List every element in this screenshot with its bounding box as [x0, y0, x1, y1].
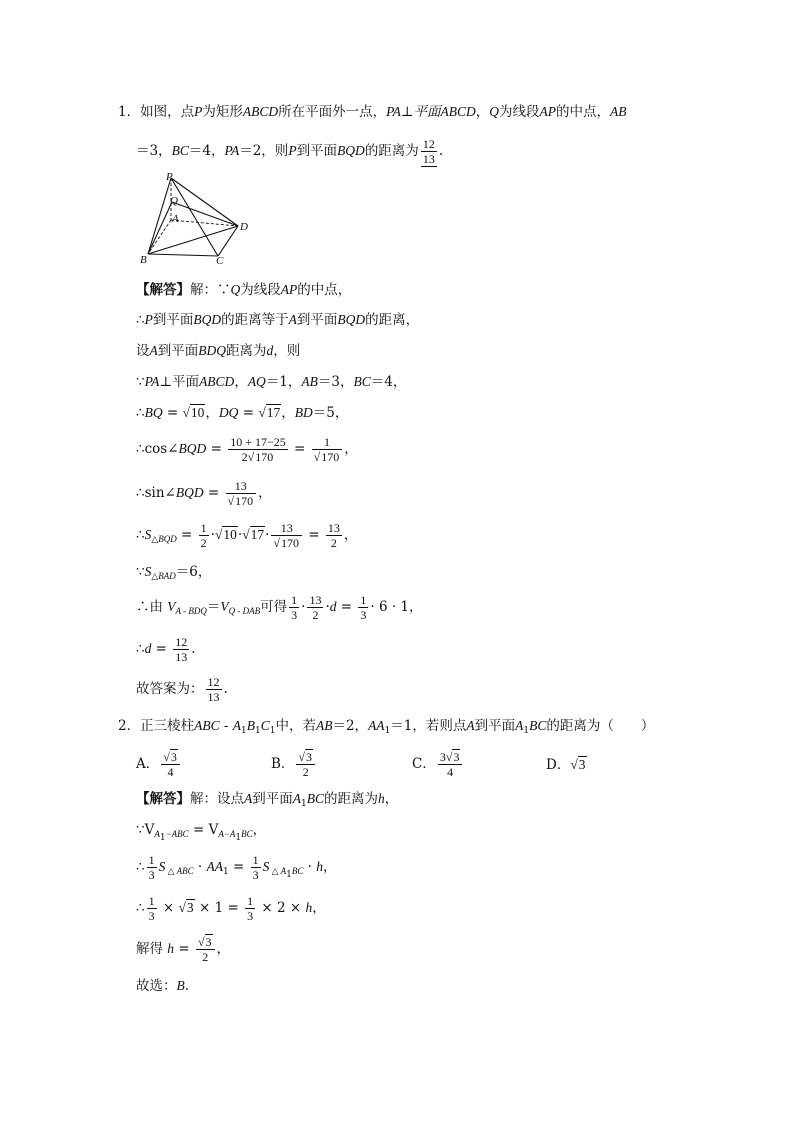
edge-QD	[172, 202, 238, 226]
sol1-line8: $\therefore S_{\triangle BQD}$ = $\frac{1}{2}$ ·√10·√17· $\frac{13}{√170}$ = $\frac{13}{2}$ ，	[136, 521, 358, 550]
q2-option-b[interactable]: B． $\frac{√3}{2}$	[271, 745, 317, 783]
label-C: C	[216, 255, 224, 264]
edge-AB	[148, 220, 171, 254]
label-P: P	[166, 172, 173, 183]
q1-answer-fraction: $\frac{12}{13}$	[422, 136, 435, 166]
q1-line1: 1．如图，点P为矩形ABCD所在平面外一点，PA⊥平面ABCD，Q为线段AP的中点，AB	[118, 104, 627, 120]
q2-option-a[interactable]: A． $\frac{√3}{4}$	[136, 745, 182, 783]
sol2-line6: 故选：B.	[136, 978, 190, 994]
sol1-line10: ∴由 $V_{A - BDQ}=V_{Q - DAB}$可得 $\frac{1}{3}$ · $\frac{13}{2}$ ·d = $\frac{1}{3}$ · 6 · 1，	[136, 593, 423, 622]
sol1-line1: 【解答】解：∵Q为线段AP的中点，	[136, 282, 352, 298]
edge-PD	[171, 178, 238, 226]
q2-line1: 2．正三棱柱ABC - $A_1B_1C_1$中，若AB＝2，$AA_1=1$，若则点A到平面$A_1BC$的距离为（ ）	[118, 718, 655, 736]
sol1-line12: 故答案为： $\frac{12}{13}$ .	[136, 675, 228, 704]
sol1-line9: $\because S_{\triangle BAD}=6$，	[136, 564, 212, 582]
sol1-line4: ∵PA⊥平面ABCD，AQ＝1，AB＝3，BC＝4，	[136, 374, 407, 390]
q2-option-d[interactable]: D．√3	[546, 757, 586, 773]
q1-line2: ＝3，BC＝4，PA＝2，则P到平面BQD的距离为 $\frac{12}{13}$ .	[136, 136, 444, 166]
label-Q: Q	[170, 195, 178, 207]
sol2-line2: $\because V_{A_1-ABC} = V_{A-A_1BC}$，	[136, 822, 267, 843]
sol1-line2: ∴P到平面BQD的距离等于A到平面BQD的距离，	[136, 312, 420, 328]
edge-QB	[148, 202, 172, 254]
label-D: D	[240, 221, 248, 233]
sol1-line11: ∴d = $\frac{12}{13}$ .	[136, 635, 196, 664]
sol1-line6: ∴cos∠BQD = $\frac{10 + 17-25}{2√170}$ = $\frac{1}{√170}$ ，	[136, 435, 358, 464]
edge-BD	[148, 226, 238, 254]
sol2-line1: 【解答】解：设点A到平面$A_1BC$的距离为h，	[136, 791, 399, 809]
edge-PB	[148, 178, 171, 254]
edge-BC	[148, 254, 218, 256]
sol1-line3: 设A到平面BDQ距离为d，则	[136, 343, 301, 359]
label-A: A	[172, 213, 179, 225]
edge-AD	[171, 220, 238, 226]
q2-option-c[interactable]: C． $\frac{3√3}{4}$	[412, 745, 464, 783]
edge-CD	[218, 226, 238, 256]
sol1-line5: ∴BQ = √10，DQ = √17，BD＝5，	[136, 405, 349, 421]
sol2-line5: 解得 h = $\frac{√3}{2}$ ，	[136, 935, 231, 964]
sol2-line4: ∴ $\frac{1}{3}$ × √3 × 1 = $\frac{1}{3}$ × 2 × h，	[136, 894, 326, 923]
pyramid-figure	[140, 172, 252, 264]
sol1-line7: ∴sin∠BQD = $\frac{13}{√170}$ ，	[136, 479, 272, 508]
sol2-line3: ∴ $\frac{1}{3}$ S $_{\triangle ABC} \cdot AA_1$ = $\frac{1}{3}$ S $_{\triangle A_1BC}$ · h，	[136, 853, 337, 882]
label-B: B	[140, 254, 147, 264]
